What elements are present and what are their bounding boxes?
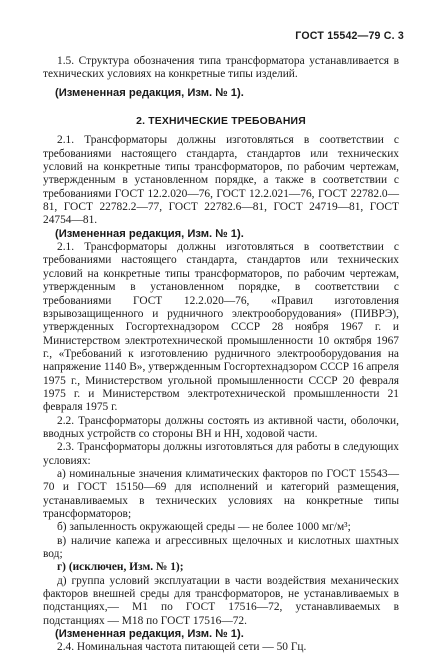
- list-item-b: б) запыленность окружающей среды — не более 1000 мг/м³;: [57, 521, 351, 534]
- paragraph-2-1-original: 2.1. Трансформаторы должны изготовляться в соответствии с требованиями настоящего стандарта, стандартов или технических условий на конкретные типы трансформаторов, по рабочим чертежам, утвержденным в установленном порядке, а также в соответствии с требованиями ГОСТ 12.2.020—76, ГОСТ 12.2.021—76, ГОСТ 22782.0—81, ГОСТ 22782.2—77, ГОСТ 22782.6—81, ГОСТ 24719—81, ГОСТ 24754—81.: [43, 134, 399, 227]
- running-header: ГОСТ 15542—79 С. 3: [295, 30, 404, 42]
- amendment-note: (Измененная редакция, Изм. № 1).: [55, 86, 244, 99]
- paragraph-2-1-revised: 2.1. Трансформаторы должны изготовляться в соответствии с требованиями настоящего стандарта, стандартов или технических условий на конкретные типы трансформаторов, по рабочим чертежам, утвержденным в установленном порядке, в соответствии с требованиями ГОСТ 12.2.020—76, «Правил изготовления взрывозащищенного и рудничного электрооборудования» (ПИВРЭ), утвержденных Госгортехнадзором СССР 28 ноября 1967 г. и Министерством электротехнической промышленности 10 октября 1967 г., «Требований к изготовлению рудничного электрооборудования на напряжение 1140 В», утвержденным Госгортехнадзором СССР 16 апреля 1975 г., Министерством угольной промышленности СССР 20 февраля 1975 г. и Министерством электротехнической промышленности 21 февраля 1975 г.: [43, 241, 399, 414]
- amendment-note: (Измененная редакция, Изм. № 1).: [55, 227, 244, 240]
- list-item-d: д) группа условий эксплуатации в части воздействия механических факторов внешней среды для трансформаторов, не устанавливаемых в подстанциях,— М1 по ГОСТ 17516—72, устанавливаемых в подстанциях — М18 по ГОСТ 17516—72.: [43, 574, 399, 627]
- paragraph-1-5: 1.5. Структура обозначения типа трансформатора устанавливается в технических условиях на конкретные типы изделий.: [43, 55, 399, 81]
- list-item-v: в) наличие капежа и агрессивных щелочных и кислотных шахтных вод;: [43, 534, 399, 561]
- document-body: [43, 55, 399, 655]
- amendment-note: (Измененная редакция, Изм. № 1).: [55, 628, 244, 641]
- list-item-g: г) (исключен, Изм. № 1);: [57, 561, 184, 574]
- paragraph-2-3: 2.3. Трансформаторы должны изготовляться для работы в следующих условиях:: [43, 441, 399, 467]
- section-title: 2. ТЕХНИЧЕСКИЕ ТРЕБОВАНИЯ: [136, 116, 306, 128]
- paragraph-2-2: 2.2. Трансформаторы должны состоять из активной части, оболочки, вводных устройств со стороны ВН и НН, ходовой части.: [43, 414, 399, 440]
- list-item-a: а) номинальные значения климатических факторов по ГОСТ 15543—70 и ГОСТ 15150—69 для исполнений и категорий размещения, устанавливаемых в технических условиях на конкретные типы трансформаторов;: [43, 467, 399, 520]
- paragraph-2-4: 2.4. Номинальная частота питающей сети — 50 Гц.: [57, 641, 307, 654]
